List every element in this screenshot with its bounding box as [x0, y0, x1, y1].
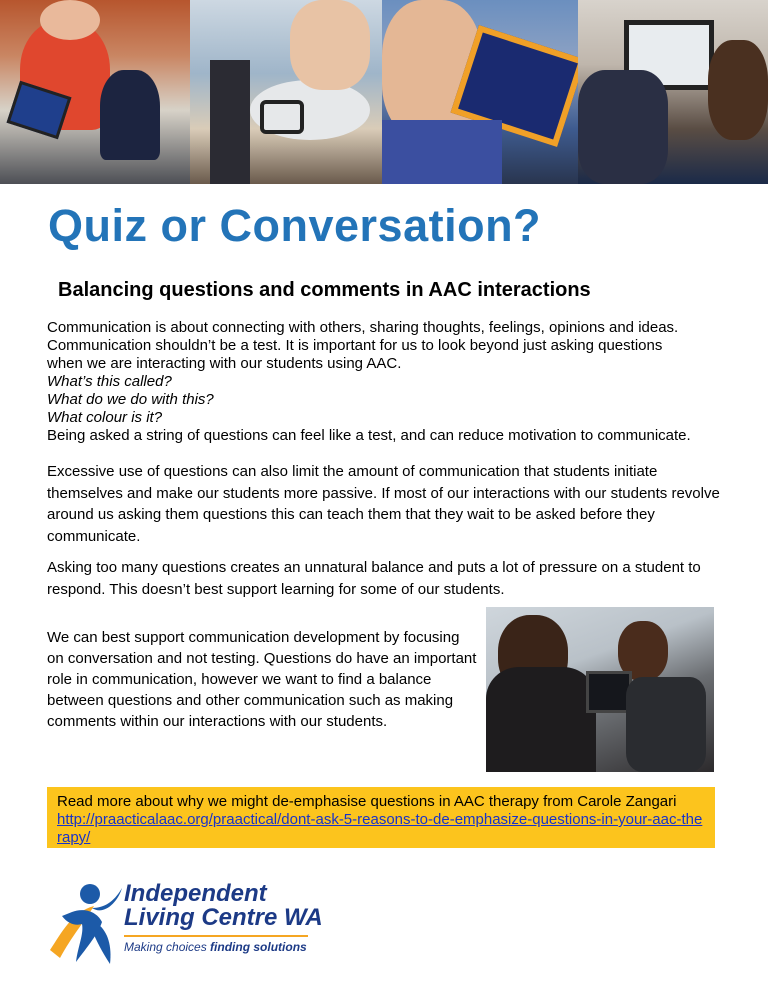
tagline-plain: Making choices [124, 940, 211, 954]
paragraph-passive: Excessive use of questions can also limit the amount of communication that students initiate themselves and make our students more passive. If most of our interactions with our students revolve around us asking them questions this can teach them that they wait to be asked before they communicate. [47, 463, 720, 545]
logo-name [124, 882, 323, 930]
photo-teacher-and-student-aac [486, 607, 714, 772]
intro-line: Communication is about connecting with others, sharing thoughts, feelings, opinions and ideas. [47, 319, 679, 336]
banner-photo-wheelchair-user [578, 0, 768, 184]
page-subtitle: Balancing questions and comments in AAC interactions [58, 279, 591, 301]
paragraph-conversation: We can best support communication development by focusing on conversation and not testing. Questions do have an important role in communication, however we want to find a balance between questions and other communication such as making comments within our interactions with our students. [47, 629, 477, 730]
intro-line: Being asked a string of questions can feel like a test, and can reduce motivation to communicate. [47, 427, 691, 444]
callout-text: Read more about why we might de-emphasise questions in AAC therapy from Carole Zangari [57, 793, 677, 810]
example-question: What’s this called? [47, 373, 172, 390]
read-more-callout [47, 787, 715, 848]
banner-photo-boy-with-device [382, 0, 578, 184]
paragraph-pressure: Asking too many questions creates an unnatural balance and puts a lot of pressure on a student to respond. This doesn’t best support learning for some of our students. [47, 559, 701, 598]
tagline-bold: finding solutions [210, 940, 307, 954]
logo-name-line2: Living Centre WA [124, 904, 323, 931]
logo-tagline [124, 940, 307, 954]
logo-divider [124, 935, 308, 937]
page-title: Quiz or Conversation? [48, 200, 542, 251]
article-link[interactable]: http://praacticalaac.org/praactical/dont-ask-5-reasons-to-de-emphasize-questions-in-your-aac-therapy/ [57, 811, 703, 846]
logo-name-line1: Independent [124, 880, 267, 907]
example-question: What colour is it? [47, 409, 163, 426]
intro-line: when we are interacting with our students using AAC. [47, 355, 402, 372]
example-question: What do we do with this? [47, 391, 214, 408]
banner-photo-teacher-with-tablet [0, 0, 190, 184]
intro-line: Communication shouldn’t be a test. It is important for us to look beyond just asking questions [47, 337, 663, 354]
intro-text [47, 319, 737, 445]
banner-photo-students-table [190, 0, 382, 184]
photo-banner [0, 0, 768, 184]
